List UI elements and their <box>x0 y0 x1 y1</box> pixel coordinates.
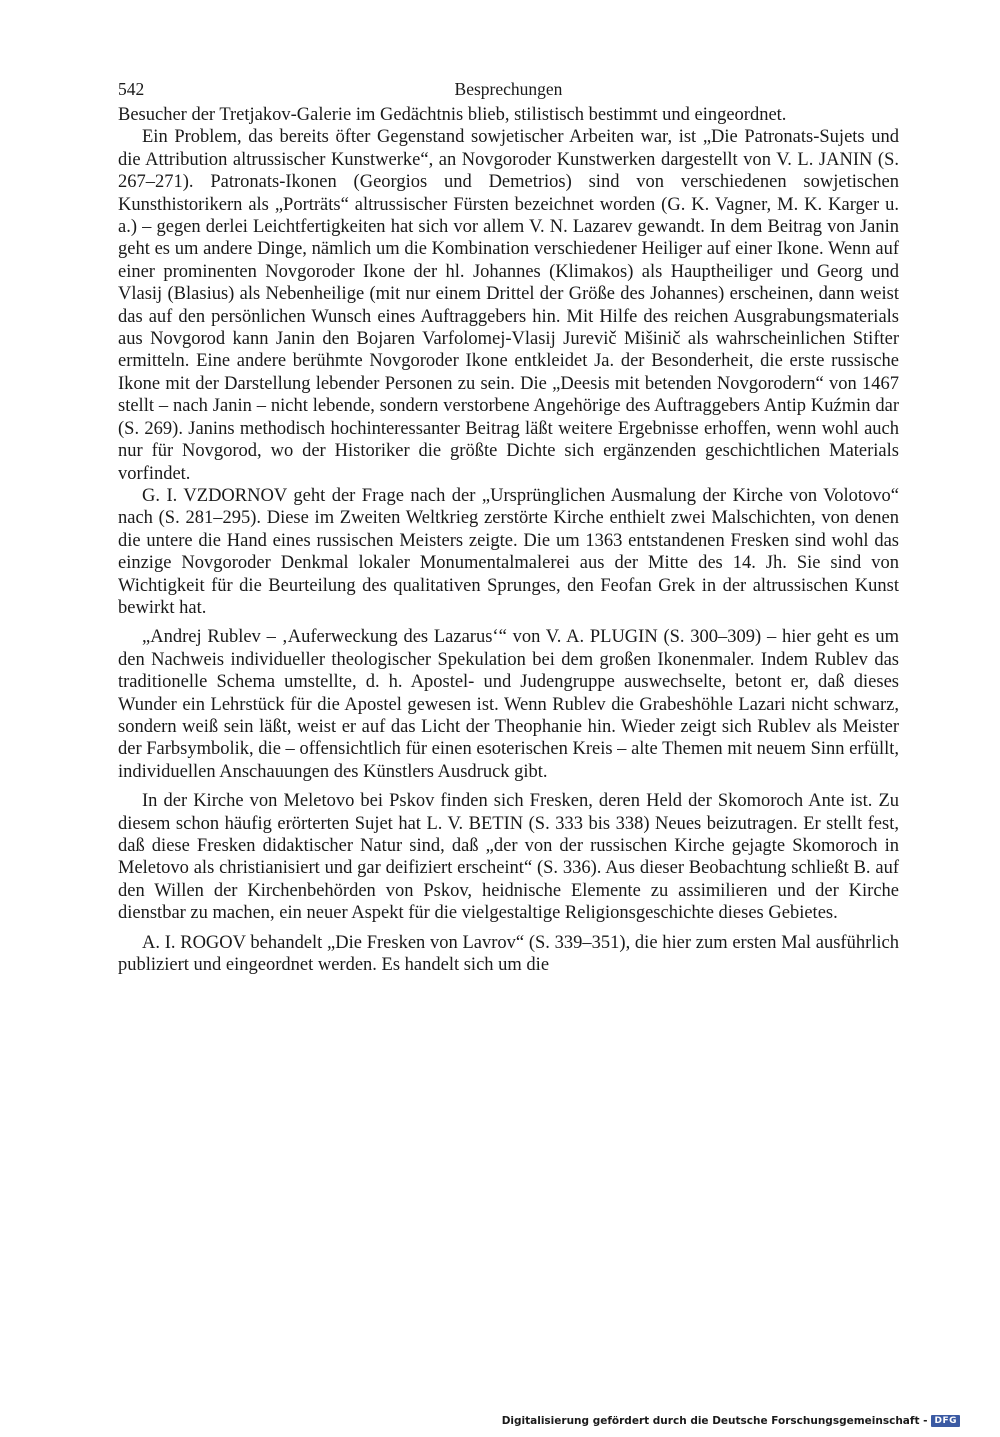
digitization-credit <box>502 1415 960 1427</box>
paragraph-janin: Ein Problem, das bereits öfter Gegenstand sowjetischer Arbeiten war, ist „Die Patronats-Sujets und die Attribution altrussischer Kunstwerke“, an Novgoroder Kunstwerken dargestellt von V. L. JANIN (S. 267–271). Patronats-Ikonen (Georgios und Demetrios) sind von verschiedenen sowjetischen Kunsthistorikern als „Porträts“ altrussischer Fürsten bezeichnet worden (G. K. Vagner, M. K. Karger u. a.) – gegen derlei Leichtfertigkeiten hat sich vor allem V. N. Lazarev gewandt. In dem Beitrag von Janin geht es um andere Dinge, nämlich um die Kombination verschiedener Heiliger auf einer Ikone. Wenn auf einer prominenten Novgoroder Ikone der hl. Johannes (Klimakos) als Hauptheiliger und Georg und Vlasij (Blasius) als Nebenheilige (mit nur einem Drittel der Größe des Johannes) erscheinen, dann weist das auf den persönlichen Wunsch eines Auftraggebers hin. Mit Hilfe des reichen Ausgrabungsmaterials aus Novgorod kann Janin den Bojaren Varfolomej-Vlasij Jurevič Mišinič als wahrscheinlichen Stifter ermitteln. Eine andere berühmte Novgoroder Ikone entkleidet Ja. der Besonderheit, die erste russische Ikone mit der Darstellung lebender Personen zu sein. Die „Deesis mit betenden Novgorodern“ von 1467 stellt – nach Janin – nicht lebende, sondern verstorbene Angehörige des Auftraggebers Antip Kuźmin dar (S. 269). Janins methodisch hochinteressanter Beitrag läßt weitere Ergebnisse erhoffen, wenn wohl auch nur für Novgorod, wo der Historiker die größte Dichte sich ergänzenden geschichtlichen Materials vorfindet. <box>118 127 899 484</box>
page-number: 542 <box>118 79 145 99</box>
paragraph-continuation: Besucher der Tretjakov-Galerie im Gedächtnis blieb, stilistisch bestimmt und eingeordnet. <box>118 105 787 125</box>
body-text <box>118 104 899 976</box>
credit-text: Digitalisierung gefördert durch die Deutsche Forschungsgemeinschaft - <box>501 1415 928 1427</box>
paragraph-rogov: A. I. ROGOV behandelt „Die Fresken von Lavrov“ (S. 339–351), die hier zum ersten Mal ausführlich publiziert und eingeordnet werden. Es handelt sich um die <box>118 932 899 976</box>
paragraph-vzdornov: G. I. VZDORNOV geht der Frage nach der „Ursprünglichen Ausmalung der Kirche von Volotovo“ nach (S. 281–295). Diese im Zweiten Weltkrieg zerstörte Kirche enthielt zwei Malschichten, von denen die untere die Hand eines russischen Meisters zeigte. Die um 1363 entstandenen Fresken sind wohl das einzige Novgoroder Denkmal lokaler Monumentalmalerei aus der Mitte des 14. Jh. Sie sind von Wichtigkeit für die Beurteilung des qualitativen Sprunges, den Feofan Grek in der altrussischen Kunst bewirkt hat. <box>118 485 899 618</box>
book-page <box>118 74 899 976</box>
dfg-logo-icon: DFG <box>931 1415 960 1427</box>
running-head <box>118 74 899 104</box>
paragraph-plugin: „Andrej Rublev – ‚Auferweckung des Lazarus‘“ von V. A. PLUGIN (S. 300–309) – hier geht es um den Nachweis individueller theologischer Spekulation bei dem großen Ikonenmaler. Indem Rublev das traditionelle Schema umstellte, d. h. Apostel- und Judengruppe auswechselte, betont er, daß dieses Wunder ein Lehrstück für die Apostel gewesen ist. Wenn Rublev die Grabeshöhle Lazari nicht schwarz, sondern weiß sein läßt, weist er auf das Licht der Theophanie hin. Wieder zeigt sich Rublev als Meister der Farbsymbolik, die – offensichtlich für einen esoterischen Kreis – alte Themen mit neuem Sinn erfüllt, individuellen Anschauungen des Künstlers Ausdruck gibt. <box>118 627 899 782</box>
running-title: Besprechungen <box>454 79 563 99</box>
paragraph-betin: In der Kirche von Meletovo bei Pskov finden sich Fresken, deren Held der Skomoroch Ante ist. Zu diesem schon häufig erörterten Sujet hat L. V. BETIN (S. 333 bis 338) Neues beizutragen. Er stellt fest, daß diese Fresken didaktischer Natur sind, daß „der von der russischen Kirche gejagte Skomoroch in Meletovo als christianisiert und gar deifiziert erscheint“ (S. 336). Aus dieser Beobachtung schließt B. auf den Willen der Kirchenbehörden von Pskov, heidnische Elemente zu assimilieren und der Kirche dienstbar zu machen, ein neuer Aspekt für die vielgestaltige Religionsgeschichte dieses Gebietes. <box>118 791 899 924</box>
